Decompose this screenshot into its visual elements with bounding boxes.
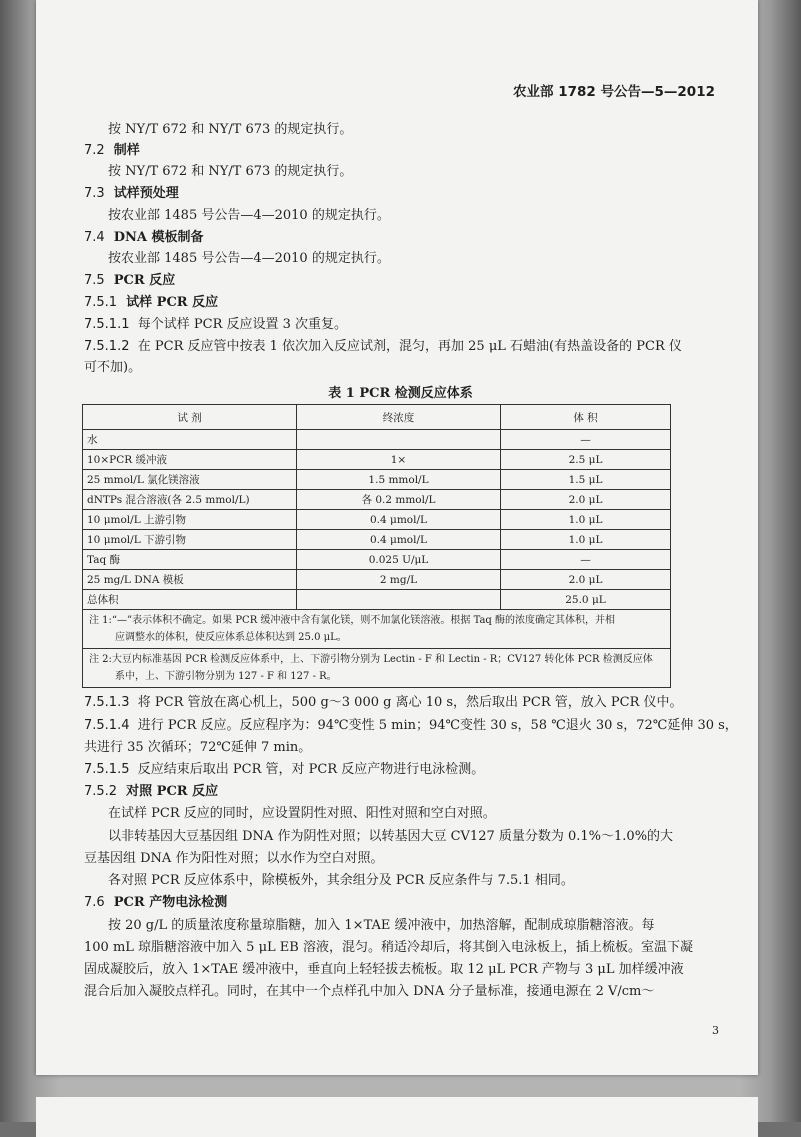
column-header: 终浓度 (297, 405, 501, 430)
section-heading: 7.5 PCR 反应 (84, 273, 176, 288)
table-row (83, 570, 671, 590)
text-line: 按农业部 1485 号公告—4—2010 的规定执行。 (108, 208, 390, 223)
table-cell: 水 (83, 430, 297, 450)
text-line: 按 NY/T 672 和 NY/T 673 的规定执行。 (108, 122, 353, 137)
section-heading: 7.3 试样预处理 (84, 186, 179, 201)
text-line: 7.5.1.5 反应结束后取出 PCR 管，对 PCR 反应产物进行电泳检测。 (84, 762, 485, 777)
table-row (83, 530, 671, 550)
table-cell: 10 μmol/L 下游引物 (83, 530, 297, 550)
text-line: 7.5.1.4 进行 PCR 反应。反应程序为：94℃变性 5 min；94℃变性 30 s，58 ℃退火 30 s，72℃延伸 30 s， (84, 718, 738, 733)
note-line: 应调整水的体积，使反应体系总体积达到 25.0 μL。 (115, 632, 347, 643)
table-cell: 1.5 mmol/L (297, 470, 501, 490)
table-cell: — (501, 550, 671, 570)
table-row (83, 510, 671, 530)
table-note-row (83, 649, 671, 688)
table-cell: 1× (297, 450, 501, 470)
table-cell: 2 mg/L (297, 570, 501, 590)
table-note (83, 649, 671, 688)
section-heading: 7.5.2 对照 PCR 反应 (84, 784, 219, 799)
text-line: 7.5.1.2 在 PCR 反应管中按表 1 依次加入反应试剂，混匀，再加 25 μL 石蜡油(有热盖设备的 PCR 仪 (84, 339, 682, 354)
table-row (83, 550, 671, 570)
text-line: 混合后加入凝胶点样孔。同时，在其中一个点样孔中加入 DNA 分子量标准，接通电源在 2 V/cm～ (84, 984, 655, 999)
table-header-row (83, 405, 671, 430)
table-cell: dNTPs 混合溶液(各 2.5 mmol/L) (83, 490, 297, 510)
text-line: 按 20 g/L 的质量浓度称量琼脂糖，加入 1×TAE 缓冲液中，加热溶解，配制成琼脂糖溶液。每 (108, 918, 655, 933)
table-row (83, 470, 671, 490)
section-heading: 7.5.1 试样 PCR 反应 (84, 295, 219, 310)
text-line: 在试样 PCR 反应的同时，应设置阴性对照、阳性对照和空白对照。 (108, 806, 496, 821)
table-cell: — (501, 430, 671, 450)
table-note-row (83, 610, 671, 649)
table-cell: 1.0 μL (501, 510, 671, 530)
section-heading: 7.2 制样 (84, 143, 140, 158)
table-cell: 2.5 μL (501, 450, 671, 470)
table-cell: 2.0 μL (501, 570, 671, 590)
column-header: 试 剂 (83, 405, 297, 430)
text-line: 以非转基因大豆基因组 DNA 作为阴性对照；以转基因大豆 CV127 质量分数为 0.1%～1.0%的大 (108, 829, 674, 844)
table-note (83, 610, 671, 649)
table-row (83, 590, 671, 610)
section-heading: 7.4 DNA 模板制备 (84, 230, 204, 245)
text-line: 100 mL 琼脂糖溶液中加入 5 μL EB 溶液，混匀。稍适冷却后，将其倒入电泳板上，插上梳板。室温下凝 (84, 940, 693, 955)
table-cell: 25 mmol/L 氯化镁溶液 (83, 470, 297, 490)
table-cell (297, 590, 501, 610)
table-row (83, 490, 671, 510)
text-line: 7.5.1.3 将 PCR 管放在离心机上，500 g～3 000 g 离心 10 s，然后取出 PCR 管，放入 PCR 仪中。 (84, 695, 683, 710)
text-line: 固成凝胶后，放入 1×TAE 缓冲液中，垂直向上轻轻拔去梳板。取 12 μL PCR 产物与 3 μL 加样缓冲液 (84, 962, 684, 977)
table-row (83, 430, 671, 450)
table-cell: 2.0 μL (501, 490, 671, 510)
text-line: 共进行 35 次循环；72℃延伸 7 min。 (84, 740, 312, 755)
text-line: 豆基因组 DNA 作为阳性对照；以水作为空白对照。 (84, 851, 384, 866)
table-cell: 各 0.2 mmol/L (297, 490, 501, 510)
text-line: 按 NY/T 672 和 NY/T 673 的规定执行。 (108, 164, 353, 179)
table-cell: Taq 酶 (83, 550, 297, 570)
table-cell: 0.4 μmol/L (297, 530, 501, 550)
text-line: 各对照 PCR 反应体系中，除模板外，其余组分及 PCR 反应条件与 7.5.1 相同。 (108, 873, 574, 888)
text-line: 可不加)。 (84, 360, 142, 375)
note-line: 注 1:“—”表示体积不确定。如果 PCR 缓冲液中含有氯化镁，则不加氯化镁溶液。根据 Taq 酶的浓度确定其体积，并相 (89, 615, 616, 626)
table-caption: 表 1 PCR 检测反应体系 (328, 386, 473, 401)
page-number: 3 (712, 1024, 719, 1037)
table-cell: 0.025 U/μL (297, 550, 501, 570)
page-header: 农业部 1782 号公告—5—2012 (513, 84, 715, 100)
table-cell: 0.4 μmol/L (297, 510, 501, 530)
next-page-edge (36, 1097, 758, 1137)
table-cell: 10 μmol/L 上游引物 (83, 510, 297, 530)
table-cell: 1.5 μL (501, 470, 671, 490)
note-line: 注 2:大豆内标准基因 PCR 检测反应体系中，上、下游引物分别为 Lectin - F 和 Lectin - R；CV127 转化体 PCR 检测反应体 (89, 654, 653, 665)
table-cell: 1.0 μL (501, 530, 671, 550)
pcr-reaction-table (82, 404, 671, 688)
table-cell: 25 mg/L DNA 模板 (83, 570, 297, 590)
section-heading: 7.6 PCR 产物电泳检测 (84, 895, 228, 910)
text-line: 7.5.1.1 每个试样 PCR 反应设置 3 次重复。 (84, 317, 348, 332)
note-line: 系中，上、下游引物分别为 127 - F 和 127 - R。 (115, 671, 337, 682)
table-cell (297, 430, 501, 450)
text-line: 按农业部 1485 号公告—4—2010 的规定执行。 (108, 251, 390, 266)
table-cell: 10×PCR 缓冲液 (83, 450, 297, 470)
table-cell: 25.0 μL (501, 590, 671, 610)
column-header: 体 积 (501, 405, 671, 430)
table-cell: 总体积 (83, 590, 297, 610)
table-row (83, 450, 671, 470)
